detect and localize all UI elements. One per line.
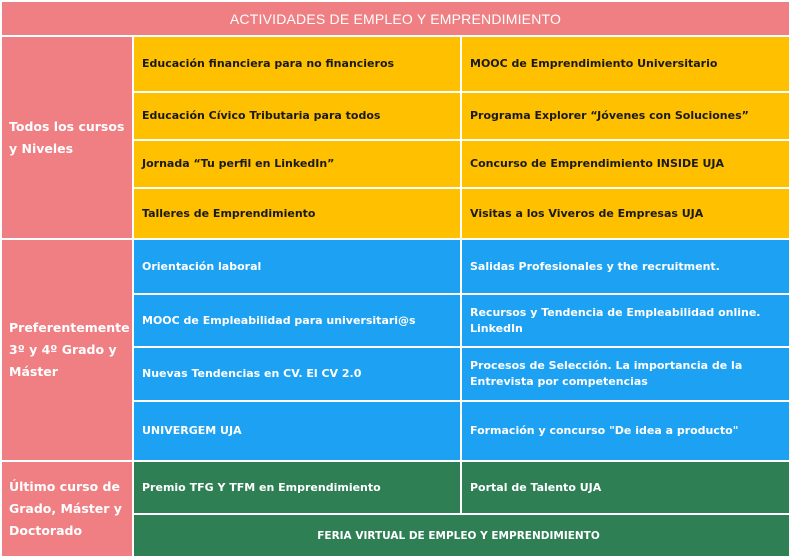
activity-cell: Procesos de Selección. La importancia de la Entrevista por competencias xyxy=(461,347,790,401)
activity-cell: Concurso de Emprendimiento INSIDE UJA xyxy=(461,140,790,188)
activity-cell: Programa Explorer “Jóvenes con Soluciones” xyxy=(461,92,790,140)
activity-cell-wide: FERIA VIRTUAL DE EMPLEO Y EMPRENDIMIENTO xyxy=(133,514,790,557)
activity-cell: Educación Cívico Tributaria para todos xyxy=(133,92,461,140)
activity-cell: Educación financiera para no financieros xyxy=(133,36,461,92)
section-label-upper-years: Preferentemente 3º y 4º Grado y Máster xyxy=(1,239,133,461)
section-label-final-year: Último curso de Grado, Máster y Doctorado xyxy=(1,461,133,557)
activity-cell: Visitas a los Viveros de Empresas UJA xyxy=(461,188,790,239)
activity-cell: Salidas Profesionales y the recruitment. xyxy=(461,239,790,294)
activity-cell: Recursos y Tendencia de Empleabilidad online. LinkedIn xyxy=(461,294,790,347)
activity-cell: Orientación laboral xyxy=(133,239,461,294)
activity-cell: MOOC de Empleabilidad para universitari@s xyxy=(133,294,461,347)
activity-cell: Formación y concurso "De idea a producto" xyxy=(461,401,790,461)
activity-cell: Jornada “Tu perfil en LinkedIn” xyxy=(133,140,461,188)
activity-cell: Portal de Talento UJA xyxy=(461,461,790,514)
activity-cell: UNIVERGEM UJA xyxy=(133,401,461,461)
activity-cell: Premio TFG Y TFM en Emprendimiento xyxy=(133,461,461,514)
activity-cell: MOOC de Emprendimiento Universitario xyxy=(461,36,790,92)
activity-cell: Talleres de Emprendimiento xyxy=(133,188,461,239)
activity-cell: Nuevas Tendencias en CV. El CV 2.0 xyxy=(133,347,461,401)
section-label-all-courses: Todos los cursos y Niveles xyxy=(1,36,133,239)
table-title: ACTIVIDADES DE EMPLEO Y EMPRENDIMIENTO xyxy=(1,1,790,36)
